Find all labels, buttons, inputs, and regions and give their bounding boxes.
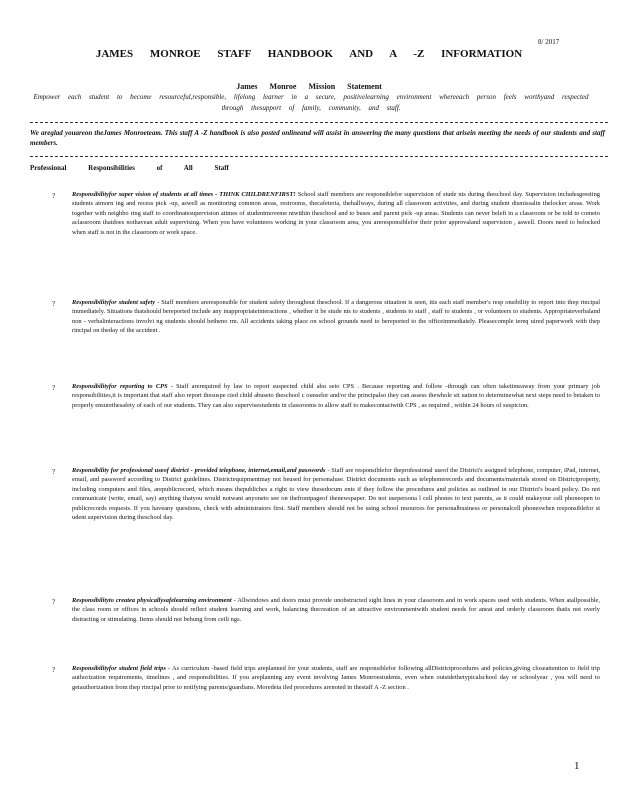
item-body: School staff members are responsiblefor supervision of stude nts during theschool day. Supervision includesgreeting students atmorn ing and recess pick -up, aswell as monitoring common areas, restrooms, thecafeteria, thehallways, during all classroom activities, and during student dismissalin thelocker areas. Work together with neighbo ring staff to coordinatesupervision atimes of studentmoveme ntwithin theschool and to buses and parent pick -up areas. Students can never beleft in a classroom or be told to cometo aclassroom thatdoes nothavean adult supervising. When you have volunteers working in your classroom area, you areresponsiblefor their prior approvaland supervision , aswell. Doors need to belocked when staff is not in the classroom or work space. bbox=[72, 191, 600, 236]
document-date: 8/ 2017 bbox=[538, 38, 560, 46]
list-item bbox=[72, 664, 600, 692]
list-bullet: ? bbox=[52, 666, 56, 674]
item-body: - Allwindows and doors must provide unobstructed sight lines in your classroom and in work spaces used with students. When atallpossible, the class room or offices in schools should reflect student learning and work, balancing thecreation of an attractive environmentwith student needs for aneat and orderly classroom thatis not overly distracting or stimulating. Items should not behung from ceili ngs. bbox=[72, 597, 600, 623]
item-heading: Responsibilityfor super vision of students at all times - THINK CHILDRENFIRST! bbox=[72, 191, 296, 198]
list-bullet: ? bbox=[52, 468, 56, 476]
item-heading: Responsibilityfor student safety bbox=[72, 299, 156, 306]
list-item bbox=[72, 190, 600, 237]
list-bullet: ? bbox=[52, 598, 56, 606]
list-item bbox=[72, 466, 600, 522]
item-body: - Staff arerequired by law to report suspected child abu seto CPS . Because reporting and follow -through can often taketimeaway from your primary job responsibilities,it is important that staff also report thesuspe cted child abuseto theschool c ounselor and/or the principalso they can assess thewhole sit uation to determinewhat next steps need to betaken to properly ensurethesafety of each of our students. They can also supervisestudents in classrooms to allow staff to makecontactwith CPS , as required , within 24 hours of suspicion. bbox=[72, 383, 600, 409]
intro-paragraph: We areglad youareon theJames Monroeteam. This staff A -Z handbook is also posted onlineand will assist in answering the many questions that arisein meeting the needs of our students and staff members. bbox=[30, 129, 605, 147]
item-body: - As curriculum -based field trips areplanned for your students, staff are responsiblefor following allDistrictprocedures and policies,giving closeattention to field trip authorization requirements, timelines , and responsibilities. If you areplanning any event involving James Monroestudents, even when outsidethetypicalschool day or schoolyear , you will need to getauthorization from thep rincipal prior to notifying parents/guardians. Moredeta iled procedures arenoted in thestaff A -Z section . bbox=[72, 665, 601, 691]
page-number: 1 bbox=[574, 760, 580, 772]
item-heading: Responsibilityto createa physicallysafelearning environment bbox=[72, 597, 232, 604]
document-title: JAMES MONROE STAFF HANDBOOK AND A -Z INFORMATION bbox=[95, 48, 523, 60]
item-heading: Responsibilityfor reporting to CPS bbox=[72, 383, 168, 390]
list-item bbox=[72, 382, 600, 410]
item-body: - Staff are responsiblefor theprofessional useof the District's assigned telephone, computer, iPad, internet, email, and password according to District guidelines. Districtequipmentmay not beused for personaluse. District documents such as telephonerecords and documents/materials stored on Districtproperty, including computers and files, arepublicrecord, which means thepubliches a right to view thesedocum ents if they follow the procedures and policies as outlined in our District's board policy. Do not communicate (write, email, say) anything thatyou would notwant anyoneto see on thefrontpageof thenewspaper. Do not usepersona l cell phones to text parents, as it could makeyour cell phoneopen to publicrecords requests. If you haveany questions, check with administrators first. Staff members should not be using school resources for personalbusiness or personalcell phoneswhen responsiblefor st udent supervision during theschool day. bbox=[72, 467, 600, 522]
list-bullet: ? bbox=[52, 192, 56, 200]
list-bullet: ? bbox=[52, 300, 56, 308]
list-bullet: ? bbox=[52, 384, 56, 392]
item-heading: Responsibility for professional useof district - provided telephone, internet,email,and passwords bbox=[72, 467, 326, 474]
list-item bbox=[72, 596, 600, 624]
item-body: - Staff members areresponsible for student safety throughout theschool. If a dangerous situation is seen, itis each staff member's resp onsibility to report into thep rincipal immediately. Situations thatshould bereported include any inappropriateinteractions , whether it be stude nts to students , students to staff , staff to students , or volunteers to students. Appropriateverbaland non - verbalinteractions involvi ng students should betheno rm. All accidents taking place on school grounds need to bereported to the officeimmediately. Pleasecomple tereq uired paperwork with thep rincipal on theday of the accident . bbox=[72, 299, 601, 335]
divider-bottom bbox=[30, 156, 608, 157]
mission-statement-title: James Monroe Mission Statement bbox=[236, 82, 382, 91]
divider-top bbox=[30, 122, 608, 123]
list-item bbox=[72, 298, 600, 336]
section-heading: Professional Responsibilities of All Staff bbox=[30, 164, 229, 172]
item-heading: Responsibilityfor student field trips bbox=[72, 665, 166, 672]
mission-statement-text: Empower each student to become resourceful,responsible, lifelong learner in a secure, positivelearning environment whereeach person feels worthyand respected through thesupport of family, community, and staff. bbox=[33, 93, 589, 112]
